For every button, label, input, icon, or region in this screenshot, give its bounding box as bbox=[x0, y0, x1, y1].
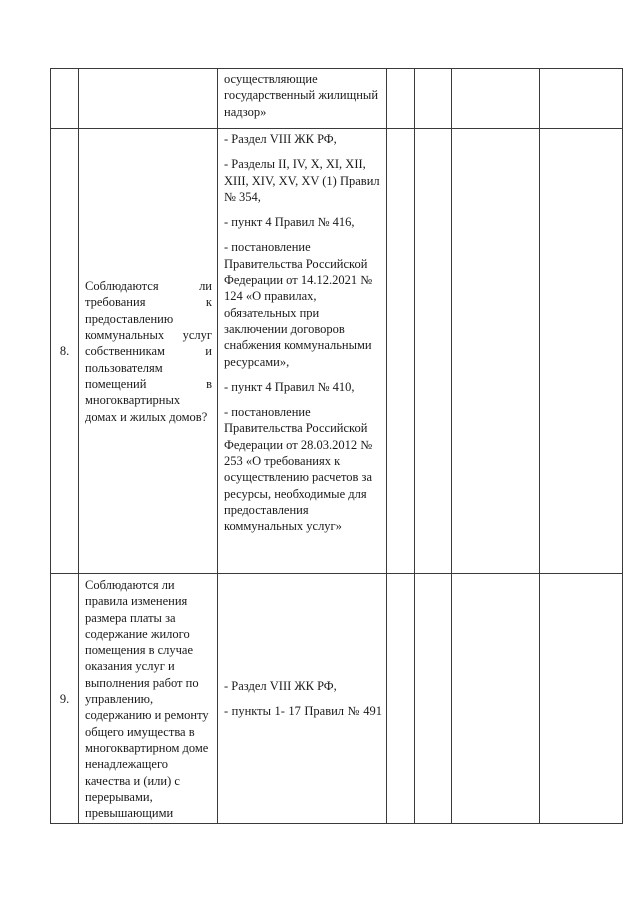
question-cell bbox=[79, 69, 218, 129]
references-cell bbox=[218, 574, 387, 824]
reference-item: - пункты 1- 17 Правил № 491 bbox=[224, 704, 382, 719]
row-number: 8. bbox=[59, 343, 70, 358]
question-text: Соблюдаются ли правила изменения размера платы за содержание жилого помещения в случае оказания услуг и выполнения работ по управлению, содержанию и ремонту общего имущества в многоквартирном доме ненадлежащего качества и (или) с перерывами, превышающими bbox=[85, 578, 209, 821]
table-row bbox=[51, 69, 623, 129]
reference-item: - Раздел VIII ЖК РФ, bbox=[224, 678, 337, 693]
row-number: 9. bbox=[59, 691, 70, 706]
row-number-cell bbox=[51, 574, 79, 824]
inspection-checklist-table bbox=[50, 68, 623, 824]
reference-item: - пункт 4 Правил № 416, bbox=[224, 215, 355, 230]
empty-cell bbox=[452, 69, 540, 129]
empty-cell bbox=[415, 69, 452, 129]
reference-item: осуществляющие государственный жилищный надзор» bbox=[224, 72, 379, 119]
empty-cell bbox=[387, 69, 415, 129]
table-row bbox=[51, 574, 623, 824]
row-number-cell bbox=[51, 129, 79, 574]
question-text: Соблюдаются ли требования к предоставлению коммунальных услуг собственникам и пользователям помещений в многоквартирных домах и жилых домов? bbox=[85, 279, 212, 424]
references-cell bbox=[218, 69, 387, 129]
reference-item: - Раздел VIII ЖК РФ, bbox=[224, 132, 337, 146]
reference-item: - Разделы II, IV, X, XI, XII, XIII, XIV, XV, XV (1) Правил № 354, bbox=[224, 157, 380, 204]
references-cell bbox=[218, 129, 387, 574]
empty-cell bbox=[387, 574, 415, 824]
table-row bbox=[51, 129, 623, 574]
empty-cell bbox=[540, 69, 623, 129]
empty-cell bbox=[452, 574, 540, 824]
empty-cell bbox=[415, 574, 452, 824]
empty-cell bbox=[387, 129, 415, 574]
question-cell bbox=[79, 574, 218, 824]
reference-item: - постановление Правительства Российской Федерации от 14.12.2021 № 124 «О правилах, обязательных при заключении договоров снабжения коммунальными ресурсами», bbox=[224, 240, 373, 369]
empty-cell bbox=[540, 574, 623, 824]
reference-item: - постановление Правительства Российской Федерации от 28.03.2012 № 253 «О требованиях к осуществлению расчетов за ресурсы, необходимые для предоставления коммунальных услуг» bbox=[224, 405, 373, 534]
empty-cell bbox=[415, 129, 452, 574]
question-cell bbox=[79, 129, 218, 574]
row-number-cell bbox=[51, 69, 79, 129]
reference-item: - пункт 4 Правил № 410, bbox=[224, 379, 355, 394]
empty-cell bbox=[540, 129, 623, 574]
empty-cell bbox=[452, 129, 540, 574]
